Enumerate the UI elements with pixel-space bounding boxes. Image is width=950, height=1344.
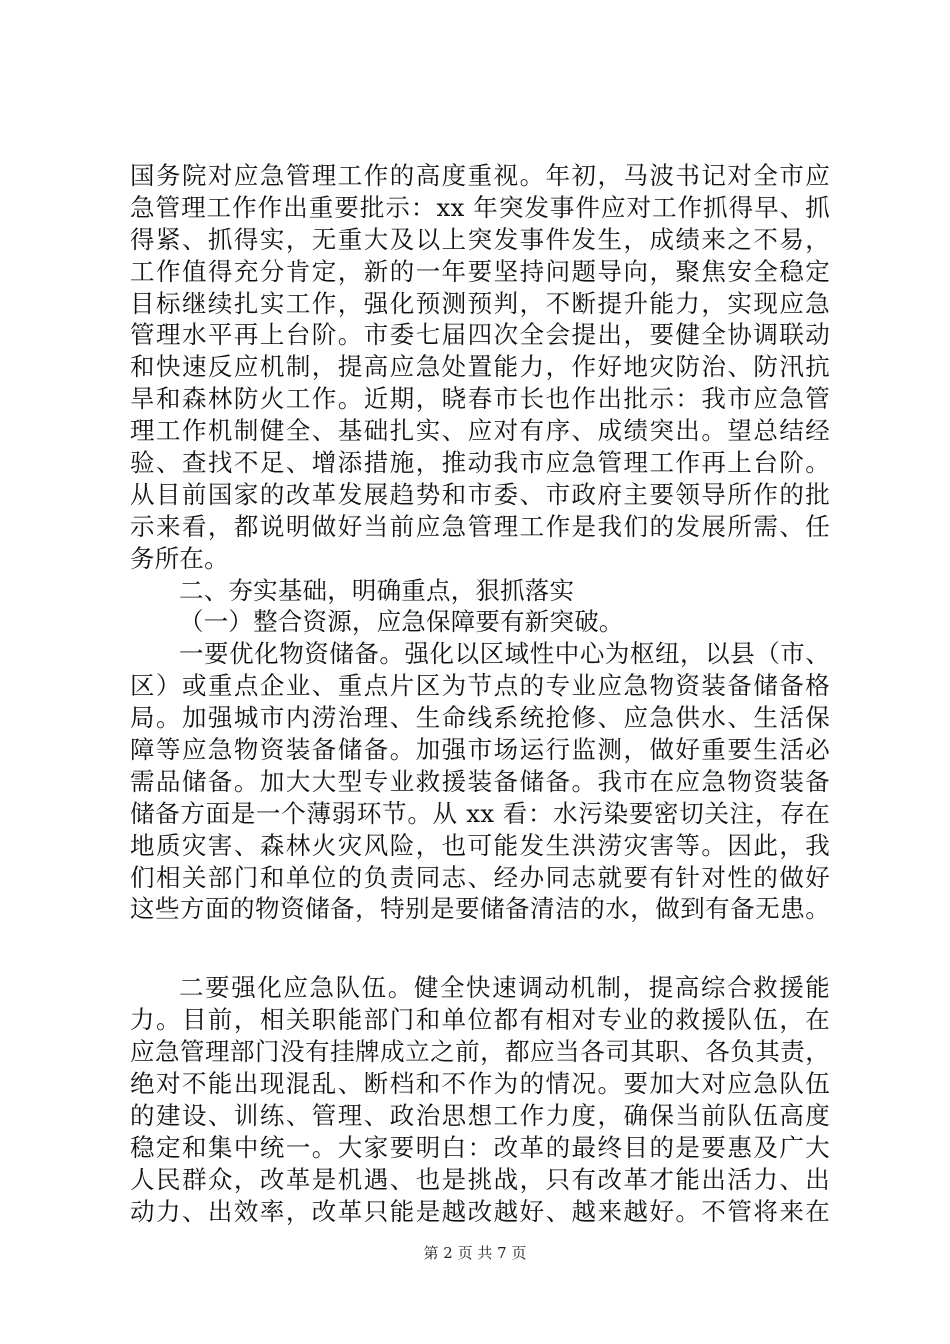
text-line: 验、查找不足、增添措施，推动我市应急管理工作再上台阶。: [130, 448, 830, 478]
paragraph-2: [130, 638, 830, 925]
text-line: 得紧、抓得实，无重大及以上突发事件发生，成绩来之不易，: [130, 224, 830, 254]
text-line: 力。目前，相关职能部门和单位都有相对专业的救援队伍，在: [130, 1005, 830, 1035]
text-line: 地质灾害、森林火灾风险，也可能发生洪涝灾害等。因此，我: [130, 830, 830, 860]
text-line: 一要优化物资储备。强化以区域性中心为枢纽，以县（市、: [179, 639, 830, 669]
text-line: 稳定和集中统一。大家要明白：改革的最终目的是要惠及广大: [130, 1132, 830, 1162]
text-line: 二要强化应急队伍。健全快速调动机制，提高综合救援能: [179, 973, 830, 1003]
paragraph-1: [130, 160, 830, 575]
text-line: 们相关部门和单位的负责同志、经办同志就要有针对性的做好: [130, 862, 830, 892]
text-line: 局。加强城市内涝治理、生命线系统抢修、应急供水、生活保: [130, 703, 830, 733]
body-text: [130, 160, 830, 1228]
paragraph-3: [130, 972, 830, 1227]
text-line: 需品储备。加大大型专业救援装备储备。我市在应急物资装备: [130, 766, 830, 796]
subsection-heading: （一）整合资源，应急保障要有新突破。: [179, 607, 624, 637]
text-line: 理工作机制健全、基础扎实、应对有序、成绩突出。望总结经: [130, 416, 830, 446]
section-heading: 二、夯实基础，明确重点，狠抓落实: [179, 575, 575, 605]
text-line: 人民群众，改革是机遇、也是挑战，只有改革才能出活力、出: [130, 1164, 830, 1194]
text-line: 储备方面是一个薄弱环节。从 xx 看：水污染要密切关注，存在: [130, 798, 830, 828]
text-line: 和快速反应机制，提高应急处置能力，作好地灾防治、防汛抗: [130, 352, 830, 382]
text-line: 国务院对应急管理工作的高度重视。年初，马波书记对全市应: [130, 161, 830, 190]
text-line: 目标继续扎实工作，强化预测预判，不断提升能力，实现应急: [130, 288, 830, 318]
text-line: 旱和森林防火工作。近期，晓春市长也作出批示：我市应急管: [130, 384, 830, 414]
paragraph-gap: [130, 925, 830, 972]
page-footer: 第 2 页 共 7 页: [423, 1244, 527, 1262]
text-line: 的建设、训练、管理、政治思想工作力度，确保当前队伍高度: [130, 1100, 830, 1130]
text-line: 障等应急物资装备储备。加强市场运行监测，做好重要生活必: [130, 735, 830, 765]
text-line: 应急管理部门没有挂牌成立之前，都应当各司其职、各负其责，: [130, 1037, 830, 1067]
text-line: 绝对不能出现混乱、断档和不作为的情况。要加大对应急队伍: [130, 1069, 830, 1099]
text-line: 动力、出效率，改革只能是越改越好、越来越好。不管将来在: [130, 1196, 830, 1226]
text-line: 管理水平再上台阶。市委七届四次全会提出，要健全协调联动: [130, 320, 830, 350]
text-line: 从目前国家的改革发展趋势和市委、市政府主要领导所作的批: [130, 479, 830, 509]
text-line: 示来看，都说明做好当前应急管理工作是我们的发展所需、任: [130, 511, 830, 541]
text-line: 这些方面的物资储备，特别是要储备清洁的水，做到有备无患。: [130, 894, 830, 924]
text-line: 工作值得充分肯定，新的一年要坚持问题导向，聚焦安全稳定: [130, 256, 830, 286]
text-line: 区）或重点企业、重点片区为节点的专业应急物资装备储备格: [130, 671, 830, 701]
text-line: 务所在。: [130, 543, 229, 573]
text-line: 急管理工作作出重要批示：xx 年突发事件应对工作抓得早、抓: [130, 192, 830, 222]
